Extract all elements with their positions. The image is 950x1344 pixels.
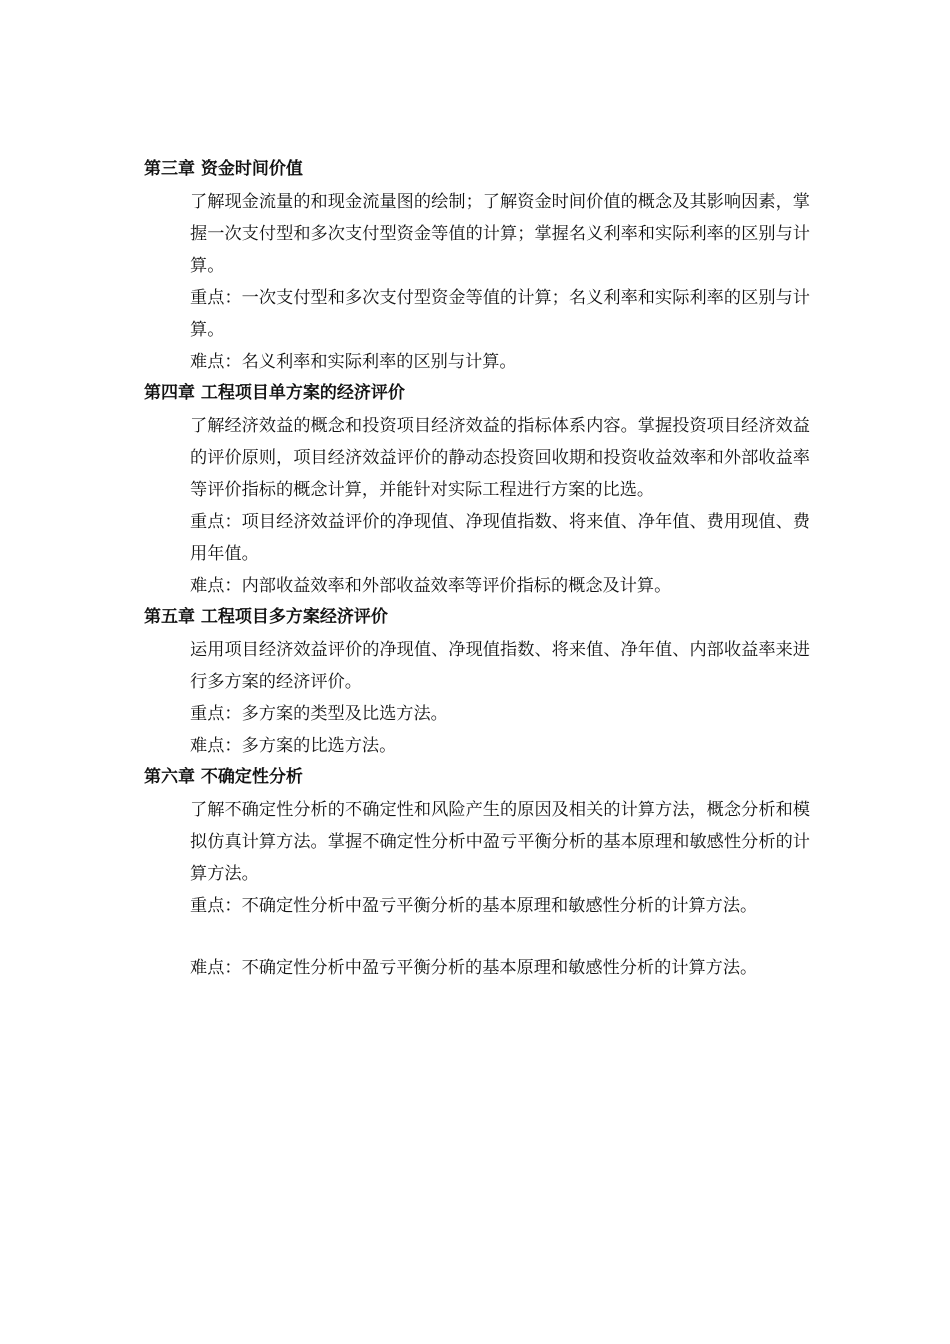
chapter-intro: 了解不确定性分析的不确定性和风险产生的原因及相关的计算方法，概念分析和模拟仿真计算方法。掌握不确定性分析中盈亏平衡分析的基本原理和敏感性分析的计算方法。: [190, 800, 810, 884]
chapter-intro: 运用项目经济效益评价的净现值、净现值指数、将来值、净年值、内部收益率来进行多方案的经济评价。: [190, 640, 810, 692]
chapter-key-points: 重点：多方案的类型及比选方法。: [190, 704, 448, 724]
chapter-intro: 了解经济效益的概念和投资项目经济效益的指标体系内容。掌握投资项目经济效益的评价原则，项目经济效益评价的静动态投资回收期和投资收益效率和外部收益率等评价指标的概念计算，并能针对实际工程进行方案的比选。: [190, 416, 810, 500]
chapter-4: [144, 378, 824, 602]
chapter-6: [144, 762, 824, 984]
chapter-key-points: 重点：一次支付型和多次支付型资金等值的计算；名义利率和实际利率的区别与计算。: [190, 288, 810, 340]
chapter-title: 第六章 不确定性分析: [144, 767, 303, 787]
chapter-3: [144, 154, 824, 378]
chapter-5: [144, 602, 824, 762]
chapter-title: 第五章 工程项目多方案经济评价: [144, 607, 388, 627]
chapter-key-points: 重点：项目经济效益评价的净现值、净现值指数、将来值、净年值、费用现值、费用年值。: [190, 512, 810, 564]
chapter-difficulties: 难点：名义利率和实际利率的区别与计算。: [190, 352, 517, 372]
chapter-difficulties: 难点：不确定性分析中盈亏平衡分析的基本原理和敏感性分析的计算方法。: [190, 958, 758, 978]
chapter-intro: 了解现金流量的和现金流量图的绘制；了解资金时间价值的概念及其影响因素，掌握一次支付型和多次支付型资金等值的计算；掌握名义利率和实际利率的区别与计算。: [190, 192, 810, 276]
chapter-difficulties: 难点：内部收益效率和外部收益效率等评价指标的概念及计算。: [190, 576, 672, 596]
chapter-title: 第三章 资金时间价值: [144, 159, 303, 179]
document-body: [144, 154, 824, 984]
chapter-difficulties: 难点：多方案的比选方法。: [190, 736, 397, 756]
chapter-title: 第四章 工程项目单方案的经济评价: [144, 383, 405, 403]
chapter-key-points: 重点：不确定性分析中盈亏平衡分析的基本原理和敏感性分析的计算方法。: [190, 896, 758, 916]
